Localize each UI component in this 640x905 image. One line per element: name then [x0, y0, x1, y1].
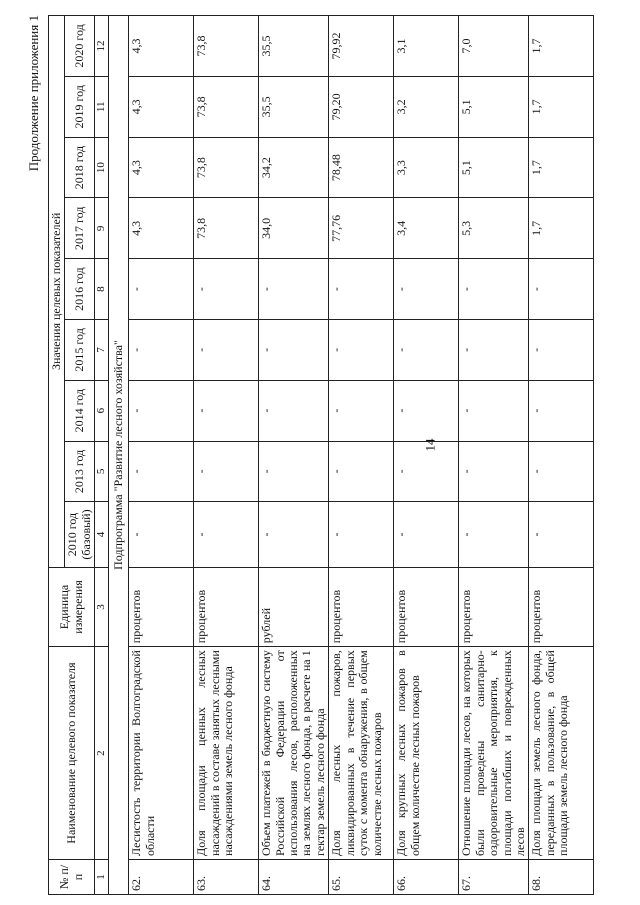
value-cell: 35,5: [259, 76, 329, 137]
unit-cell: рублей: [259, 567, 329, 646]
value-cell: -: [394, 320, 459, 381]
unit-cell: процентов: [329, 567, 394, 646]
value-cell: 4,3: [129, 137, 194, 198]
value-cell: -: [459, 380, 529, 441]
value-cell: 1,7: [529, 16, 594, 77]
header-year: 2010 год (базовый): [65, 502, 95, 567]
header-year: 2016 год: [65, 259, 95, 320]
page-number: 14: [422, 438, 438, 452]
value-cell: 1,7: [529, 137, 594, 198]
value-cell: -: [129, 259, 194, 320]
row-number: 64.: [259, 859, 329, 894]
column-number: 11: [95, 76, 108, 137]
header-unit: Единица измерения: [49, 567, 95, 646]
value-cell: -: [459, 502, 529, 567]
table-row: [194, 16, 259, 895]
column-number: 9: [95, 198, 108, 259]
indicator-name: Доля площади земель лесного фонда, переданных в пользование, в общей площади земель лесного фонда: [529, 647, 594, 860]
value-cell: -: [329, 380, 394, 441]
value-cell: -: [194, 259, 259, 320]
row-number: 62.: [129, 859, 194, 894]
value-cell: -: [394, 259, 459, 320]
value-cell: 73,8: [194, 76, 259, 137]
unit-cell: процентов: [529, 567, 594, 646]
value-cell: 3,1: [394, 16, 459, 77]
value-cell: -: [129, 380, 194, 441]
value-cell: 5,3: [459, 198, 529, 259]
value-cell: 1,7: [529, 198, 594, 259]
header-year: 2013 год: [65, 441, 95, 502]
indicator-name: Доля лесных пожаров, ликвидированных в течение первых суток с момента обнаружения, в общем количестве лесных пожаров: [329, 647, 394, 860]
row-number: 63.: [194, 859, 259, 894]
header-num: № п/п: [49, 859, 95, 894]
table-row: [259, 16, 329, 895]
value-cell: 4,3: [129, 198, 194, 259]
value-cell: 78,48: [329, 137, 394, 198]
unit-cell: процентов: [129, 567, 194, 646]
value-cell: -: [129, 441, 194, 502]
header-year: 2018 год: [65, 137, 95, 198]
header-year: 2015 год: [65, 320, 95, 381]
value-cell: -: [194, 320, 259, 381]
value-cell: 5,1: [459, 76, 529, 137]
table-row: [459, 16, 529, 895]
value-cell: -: [329, 259, 394, 320]
value-cell: 77,76: [329, 198, 394, 259]
value-cell: -: [394, 502, 459, 567]
value-cell: -: [529, 320, 594, 381]
appendix-caption: Продолжение приложения 1: [26, 15, 41, 172]
unit-cell: процентов: [194, 567, 259, 646]
value-cell: -: [529, 259, 594, 320]
value-cell: 73,8: [194, 137, 259, 198]
unit-cell: процентов: [459, 567, 529, 646]
value-cell: 7,0: [459, 16, 529, 77]
indicator-name: Лесистость территории Волгоградской области: [129, 647, 194, 860]
value-cell: -: [329, 502, 394, 567]
row-number: 65.: [329, 859, 394, 894]
value-cell: -: [129, 320, 194, 381]
value-cell: 79,20: [329, 76, 394, 137]
row-number: 68.: [529, 859, 594, 894]
value-cell: 5,1: [459, 137, 529, 198]
value-cell: -: [459, 259, 529, 320]
value-cell: -: [259, 380, 329, 441]
unit-cell: процентов: [394, 567, 459, 646]
value-cell: -: [459, 320, 529, 381]
rotated-page: [20, 15, 620, 895]
value-cell: 4,3: [129, 76, 194, 137]
table-row: [394, 16, 459, 895]
indicator-name: Доля площади ценных лесных насаждений в составе занятых лесными насаждениями земель лесного фонда: [194, 647, 259, 860]
value-cell: -: [529, 380, 594, 441]
table-row: [329, 16, 394, 895]
value-cell: 73,8: [194, 198, 259, 259]
value-cell: 73,8: [194, 16, 259, 77]
value-cell: 34,2: [259, 137, 329, 198]
column-number: 12: [95, 16, 108, 77]
indicators-table: [48, 15, 594, 895]
subprogram-title: Подпрограмма "Развитие лесного хозяйства": [108, 16, 128, 895]
column-number: 5: [95, 441, 108, 502]
value-cell: -: [259, 441, 329, 502]
value-cell: 3,4: [394, 198, 459, 259]
table-row: [529, 16, 594, 895]
table-row: [129, 16, 194, 895]
column-number: 1: [95, 859, 108, 894]
column-number: 3: [95, 567, 108, 646]
value-cell: -: [194, 441, 259, 502]
value-cell: -: [194, 502, 259, 567]
column-number: 2: [95, 647, 108, 860]
value-cell: 3,2: [394, 76, 459, 137]
header-year: 2020 год: [65, 16, 95, 77]
value-cell: -: [329, 441, 394, 502]
value-cell: 34,0: [259, 198, 329, 259]
header-name: Наименование целевого показателя: [49, 647, 95, 860]
value-cell: -: [259, 502, 329, 567]
column-number: 4: [95, 502, 108, 567]
header-values-group: Значения целевых показателей: [49, 16, 65, 568]
value-cell: -: [194, 380, 259, 441]
value-cell: 35,5: [259, 16, 329, 77]
column-number: 8: [95, 259, 108, 320]
value-cell: -: [329, 320, 394, 381]
value-cell: -: [129, 502, 194, 567]
value-cell: -: [394, 380, 459, 441]
indicator-name: Отношение площади лесов, на которых были проведены санитарно-оздоровительные мероприятия, к площади погибших и поврежденных лесов: [459, 647, 529, 860]
header-year: 2017 год: [65, 198, 95, 259]
value-cell: -: [529, 441, 594, 502]
value-cell: -: [459, 441, 529, 502]
column-number: 7: [95, 320, 108, 381]
indicator-name: Объем платежей в бюджетную систему Российской Федерации от использования лесов, расположенных на землях лесного фонда, в расчете на 1 гектар земель лесного фонда: [259, 647, 329, 860]
value-cell: -: [259, 259, 329, 320]
row-number: 66.: [394, 859, 459, 894]
indicator-name: Доля крупных лесных пожаров в общем количестве лесных пожаров: [394, 647, 459, 860]
value-cell: -: [529, 502, 594, 567]
value-cell: 3,3: [394, 137, 459, 198]
column-number: 6: [95, 380, 108, 441]
header-year: 2019 год: [65, 76, 95, 137]
value-cell: -: [394, 441, 459, 502]
row-number: 67.: [459, 859, 529, 894]
value-cell: 1,7: [529, 76, 594, 137]
column-number: 10: [95, 137, 108, 198]
value-cell: 79,92: [329, 16, 394, 77]
value-cell: 4,3: [129, 16, 194, 77]
header-year: 2014 год: [65, 380, 95, 441]
value-cell: -: [259, 320, 329, 381]
